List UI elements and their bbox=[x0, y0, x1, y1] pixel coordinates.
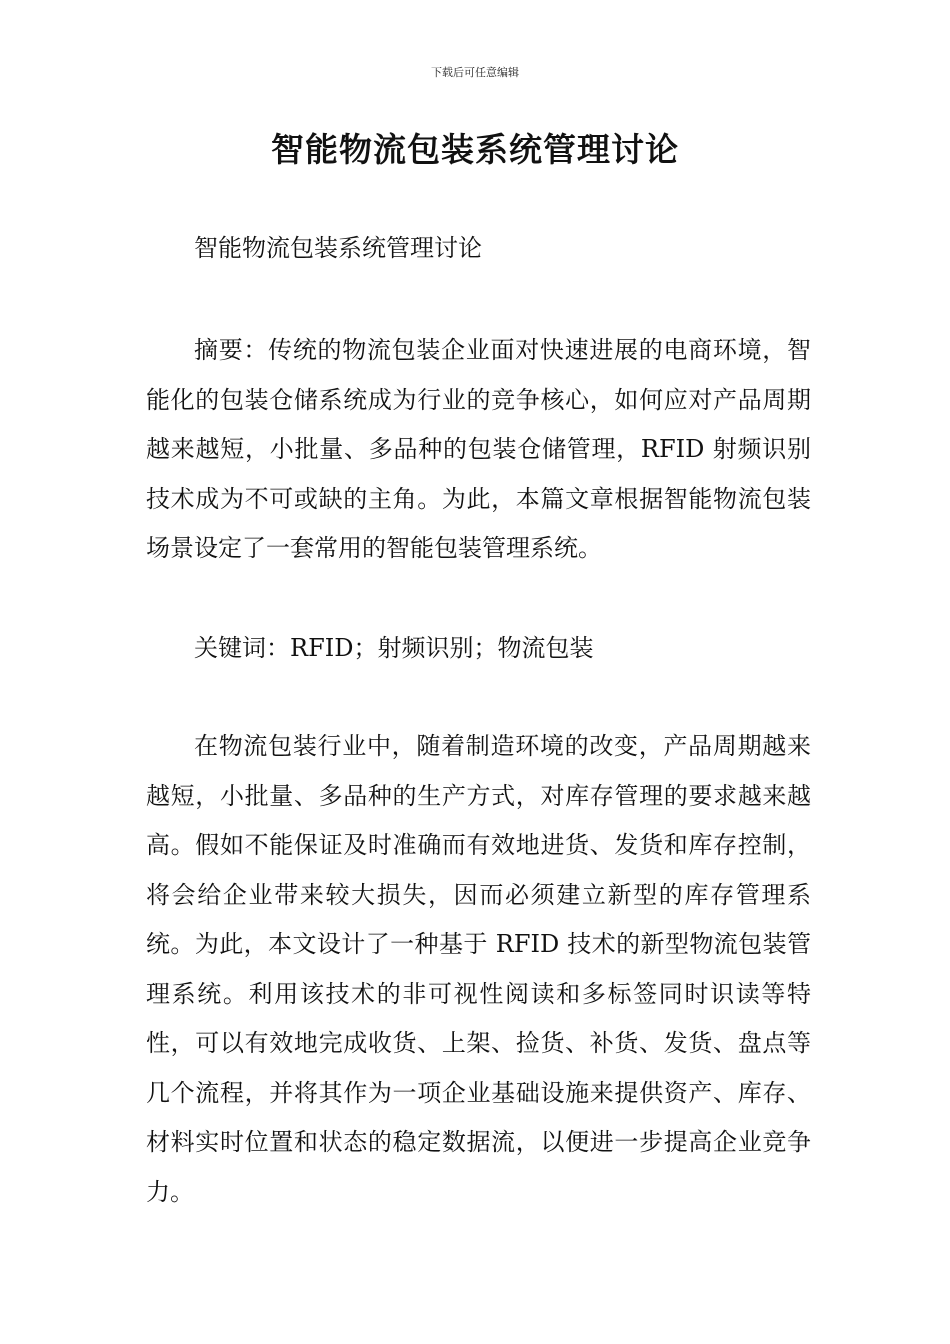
document-subtitle: 智能物流包装系统管理讨论 bbox=[194, 234, 482, 262]
body-paragraph: 在物流包装行业中，随着制造环境的改变，产品周期越来越短，小批量、多品种的生产方式，对库存管理的要求越来越高。假如不能保证及时准确而有效地进货、发货和库存控制，将会给企业带来较大损失，因而必须建立新型的库存管理系统。为此，本文设计了一种基于 RFID 技术的新型物流包装管理系统。利用该技术的非可视性阅读和多标签同时识读等特性，可以有效地完成收货、上架、捡货、补货、发货、盘点等几个流程，并将其作为一项企业基础设施来提供资产、库存、材料实时位置和状态的稳定数据流，以便进一步提高企业竞争力。 bbox=[146, 732, 811, 1206]
abstract-paragraph: 摘要：传统的物流包装企业面对快速进展的电商环境，智能化的包装仓储系统成为行业的竞争核心，如何应对产品周期越来越短，小批量、多品种的包装仓储管理，RFID 射频识别技术成为不可或缺的主角。为此，本篇文章根据智能物流包装场景设定了一套常用的智能包装管理系统。 bbox=[146, 336, 811, 562]
keywords-line: 关键词：RFID；射频识别；物流包装 bbox=[194, 634, 594, 662]
header-note: 下载后可任意编辑 bbox=[431, 66, 519, 79]
document-title: 智能物流包装系统管理讨论 bbox=[271, 130, 679, 169]
